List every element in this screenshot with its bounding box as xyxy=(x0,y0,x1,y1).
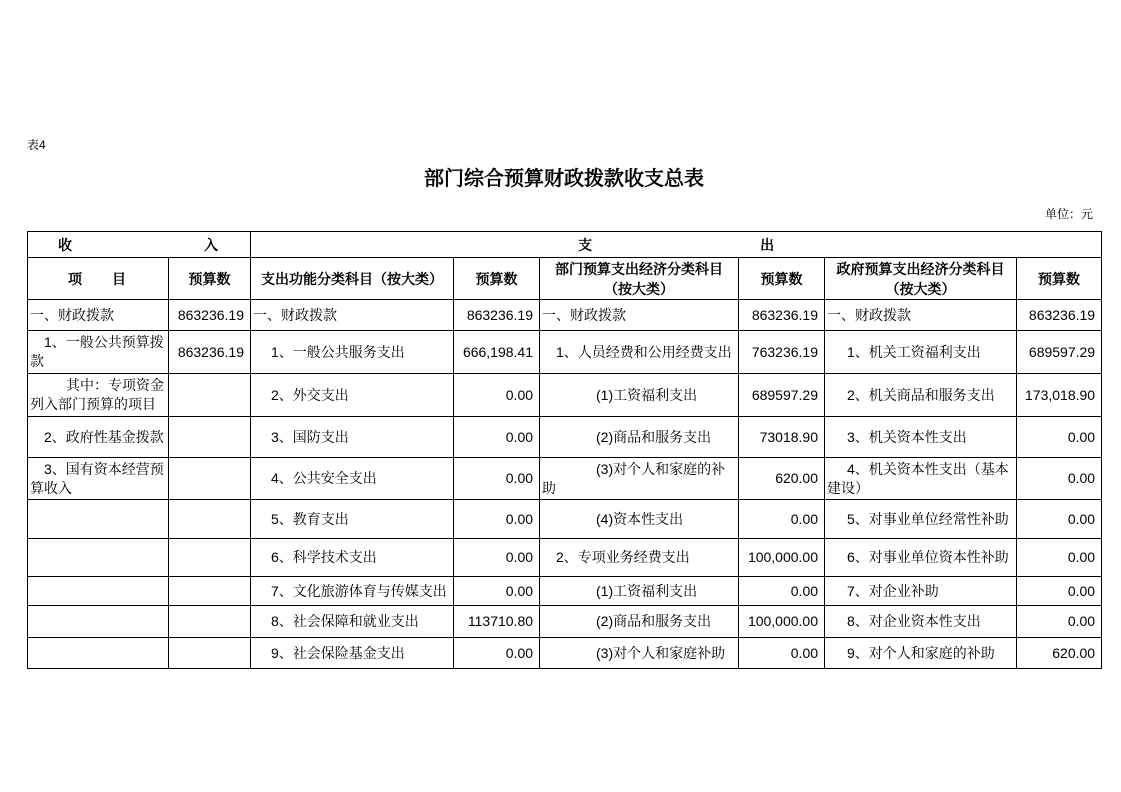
function-item-cell: 4、公共安全支出 xyxy=(251,458,454,500)
gov-econ-item-cell: 3、机关资本性支出 xyxy=(825,417,1017,458)
income-budget-cell xyxy=(169,539,251,577)
gov-econ-budget-cell: 0.00 xyxy=(1017,500,1102,539)
dept-econ-item-cell: 一、财政拨款 xyxy=(540,300,739,331)
table-row xyxy=(28,417,1102,458)
gov-econ-budget-cell: 0.00 xyxy=(1017,577,1102,606)
function-item-cell: 5、教育支出 xyxy=(251,500,454,539)
income-item-cell xyxy=(28,577,169,606)
function-item-cell: 一、财政拨款 xyxy=(251,300,454,331)
dept-econ-budget-cell: 0.00 xyxy=(739,577,825,606)
gov-econ-budget-cell: 0.00 xyxy=(1017,606,1102,638)
col-header-gov-econ-budget: 预算数 xyxy=(1017,258,1102,300)
col-header-dept-econ-budget: 预算数 xyxy=(739,258,825,300)
table-row xyxy=(28,638,1102,669)
gov-econ-item-cell: 7、对企业补助 xyxy=(825,577,1017,606)
function-budget-cell: 0.00 xyxy=(454,539,540,577)
income-item-cell: 3、国有资本经营预算收入 xyxy=(28,458,169,500)
income-item-cell xyxy=(28,606,169,638)
budget-table xyxy=(27,231,1102,669)
gov-econ-item-cell: 4、机关资本性支出（基本建设） xyxy=(825,458,1017,500)
function-item-cell: 2、外交支出 xyxy=(251,374,454,417)
table-row xyxy=(28,458,1102,500)
dept-econ-budget-cell: 620.00 xyxy=(739,458,825,500)
income-budget-cell xyxy=(169,638,251,669)
col-header-gov-econ-item: 政府预算支出经济分类科目（按大类） xyxy=(825,258,1017,300)
function-budget-cell: 0.00 xyxy=(454,577,540,606)
function-item-cell: 9、社会保险基金支出 xyxy=(251,638,454,669)
table-row xyxy=(28,577,1102,606)
col-header-dept-econ-item: 部门预算支出经济分类科目（按大类） xyxy=(540,258,739,300)
income-budget-cell: 863236.19 xyxy=(169,331,251,374)
dept-econ-budget-cell: 689597.29 xyxy=(739,374,825,417)
gov-econ-budget-cell: 689597.29 xyxy=(1017,331,1102,374)
table-row xyxy=(28,500,1102,539)
dept-econ-item-cell: (2)商品和服务支出 xyxy=(540,417,739,458)
expense-section-header: 支 出 xyxy=(251,232,1102,258)
table-row xyxy=(28,539,1102,577)
col-header-income-budget: 预算数 xyxy=(169,258,251,300)
function-budget-cell: 0.00 xyxy=(454,500,540,539)
table-row xyxy=(28,300,1102,331)
income-item-cell: 一、财政拨款 xyxy=(28,300,169,331)
table-row xyxy=(28,374,1102,417)
dept-econ-budget-cell: 863236.19 xyxy=(739,300,825,331)
income-item-cell xyxy=(28,539,169,577)
function-budget-cell: 666,198.41 xyxy=(454,331,540,374)
gov-econ-item-cell: 一、财政拨款 xyxy=(825,300,1017,331)
gov-econ-budget-cell: 0.00 xyxy=(1017,417,1102,458)
function-item-cell: 3、国防支出 xyxy=(251,417,454,458)
gov-econ-budget-cell: 0.00 xyxy=(1017,539,1102,577)
gov-econ-budget-cell: 620.00 xyxy=(1017,638,1102,669)
table-row xyxy=(28,606,1102,638)
gov-econ-item-cell: 8、对企业资本性支出 xyxy=(825,606,1017,638)
income-item-cell: 其中：专项资金列入部门预算的项目 xyxy=(28,374,169,417)
gov-econ-item-cell: 6、对事业单位资本性补助 xyxy=(825,539,1017,577)
income-item-cell: 1、一般公共预算拨款 xyxy=(28,331,169,374)
dept-econ-budget-cell: 100,000.00 xyxy=(739,606,825,638)
income-budget-cell xyxy=(169,606,251,638)
gov-econ-item-cell: 2、机关商品和服务支出 xyxy=(825,374,1017,417)
income-section-header: 收 入 xyxy=(28,232,251,258)
gov-econ-budget-cell: 863236.19 xyxy=(1017,300,1102,331)
income-budget-cell xyxy=(169,500,251,539)
dept-econ-budget-cell: 763236.19 xyxy=(739,331,825,374)
function-budget-cell: 0.00 xyxy=(454,374,540,417)
gov-econ-budget-cell: 0.00 xyxy=(1017,458,1102,500)
gov-econ-item-cell: 9、对个人和家庭的补助 xyxy=(825,638,1017,669)
function-budget-cell: 0.00 xyxy=(454,458,540,500)
function-item-cell: 8、社会保障和就业支出 xyxy=(251,606,454,638)
dept-econ-item-cell: (3)对个人和家庭补助 xyxy=(540,638,739,669)
income-budget-cell xyxy=(169,577,251,606)
function-item-cell: 7、文化旅游体育与传媒支出 xyxy=(251,577,454,606)
income-budget-cell xyxy=(169,458,251,500)
income-budget-cell xyxy=(169,417,251,458)
dept-econ-item-cell: (3)对个人和家庭的补助 xyxy=(540,458,739,500)
income-item-cell xyxy=(28,638,169,669)
function-budget-cell: 863236.19 xyxy=(454,300,540,331)
function-budget-cell: 0.00 xyxy=(454,417,540,458)
dept-econ-budget-cell: 0.00 xyxy=(739,500,825,539)
column-header-row xyxy=(28,258,1102,300)
col-header-function-budget: 预算数 xyxy=(454,258,540,300)
income-item-cell: 2、政府性基金拨款 xyxy=(28,417,169,458)
function-budget-cell: 113710.80 xyxy=(454,606,540,638)
dept-econ-budget-cell: 73018.90 xyxy=(739,417,825,458)
gov-econ-item-cell: 1、机关工资福利支出 xyxy=(825,331,1017,374)
income-item-cell xyxy=(28,500,169,539)
function-budget-cell: 0.00 xyxy=(454,638,540,669)
table-number-label: 表4 xyxy=(27,138,46,152)
function-item-cell: 6、科学技术支出 xyxy=(251,539,454,577)
dept-econ-item-cell: 2、专项业务经费支出 xyxy=(540,539,739,577)
section-header-row xyxy=(28,232,1102,258)
dept-econ-item-cell: 1、人员经费和公用经费支出 xyxy=(540,331,739,374)
unit-label: 单位：元 xyxy=(1044,207,1093,221)
table-row xyxy=(28,331,1102,374)
page-title: 部门综合预算财政拨款收支总表 xyxy=(424,166,704,190)
dept-econ-budget-cell: 0.00 xyxy=(739,638,825,669)
income-budget-cell xyxy=(169,374,251,417)
col-header-function-item: 支出功能分类科目（按大类） xyxy=(251,258,454,300)
gov-econ-budget-cell: 173,018.90 xyxy=(1017,374,1102,417)
dept-econ-item-cell: (2)商品和服务支出 xyxy=(540,606,739,638)
dept-econ-item-cell: (4)资本性支出 xyxy=(540,500,739,539)
col-header-income-item: 项 目 xyxy=(28,258,169,300)
gov-econ-item-cell: 5、对事业单位经常性补助 xyxy=(825,500,1017,539)
income-budget-cell: 863236.19 xyxy=(169,300,251,331)
dept-econ-item-cell: (1)工资福利支出 xyxy=(540,577,739,606)
dept-econ-item-cell: (1)工资福利支出 xyxy=(540,374,739,417)
function-item-cell: 1、一般公共服务支出 xyxy=(251,331,454,374)
dept-econ-budget-cell: 100,000.00 xyxy=(739,539,825,577)
